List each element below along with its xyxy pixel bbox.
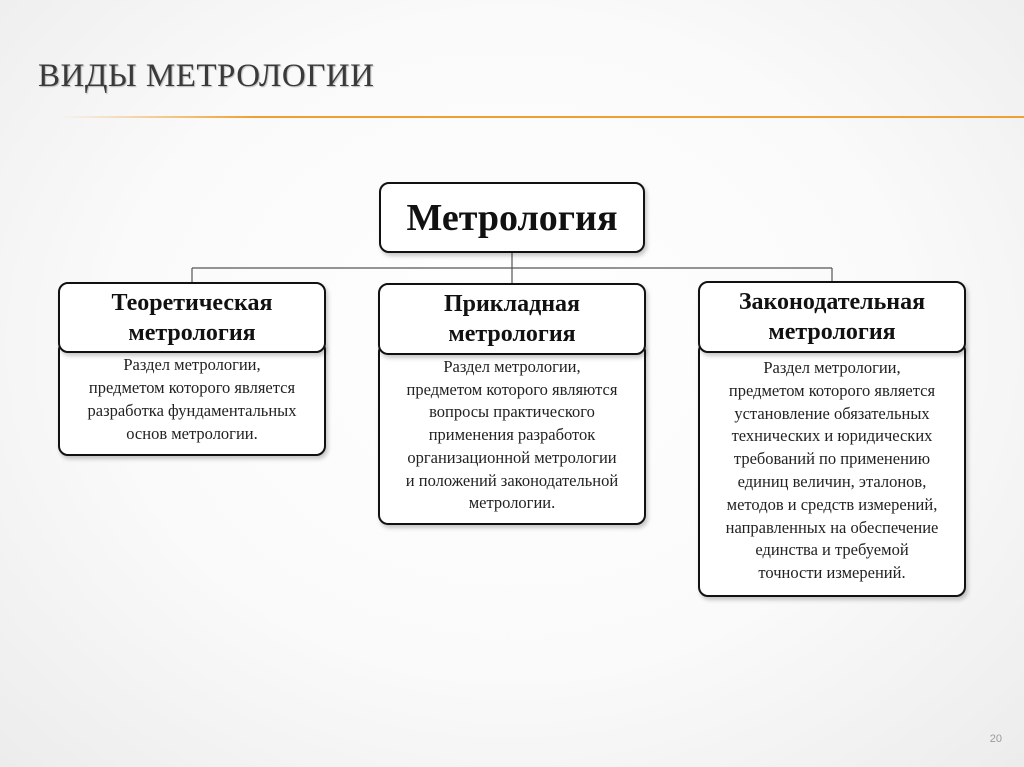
page-number: 20 [989,733,1002,745]
branch-legal-description: Раздел метрологии, предметом которого является установление обязательных технических и юридических требований по применению единиц величин, эталонов, методов и средств измерений, направленных на обеспечение единства и требуемой точности измерений. [725,358,939,583]
branch-applied-title: Прикладная метрология [443,291,581,347]
branch-legal-description-box [698,341,966,597]
branch-theoretical-title: Теоретическая метрология [111,289,273,346]
branch-legal-title: Законодательная метрология [738,289,926,345]
branch-applied-title-box [378,283,646,355]
slide-title: ВИДЫ МЕТРОЛОГИИ [38,58,375,94]
root-node-label: Метрология [406,196,618,239]
branch-theoretical-description-box [58,340,326,456]
root-node-metrology [379,182,645,253]
branch-applied-description-box [378,342,646,525]
branch-applied-description: Раздел метрологии, предметом которого являются вопросы практического применения разработок организационной метрологии и положений законодательной метрологии. [405,356,619,513]
branch-theoretical-description: Раздел метрологии, предметом которого является разработка фундаментальных основ метрологии. [87,355,297,443]
branch-legal-title-box [698,281,966,353]
branch-theoretical-title-box [58,282,326,353]
